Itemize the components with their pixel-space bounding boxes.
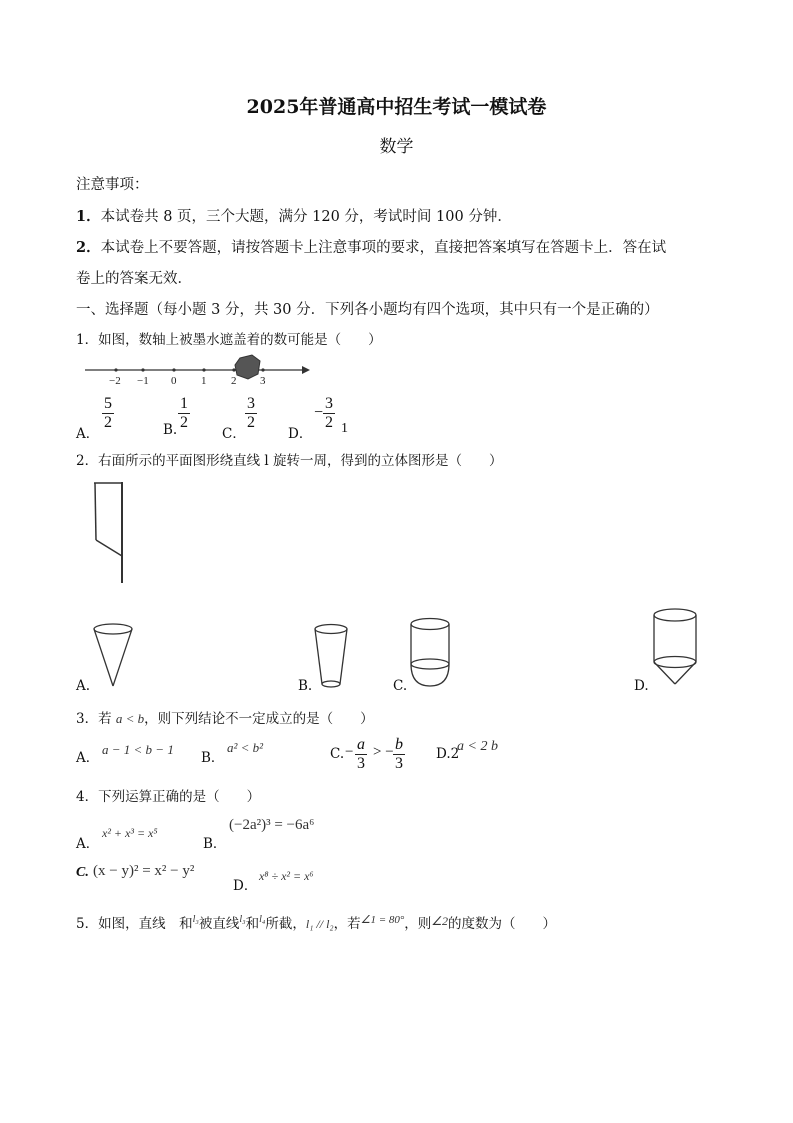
- q4-option-b-label: B．: [203, 836, 227, 852]
- question-1-stem: 1．如图，数轴上被墨水遮盖着的数可能是（ ）: [76, 332, 382, 348]
- q1-option-c-label: C．: [222, 426, 246, 442]
- q3-c-fraction-1: [355, 736, 367, 773]
- q3-stem-suffix: ，则下列结论不一定成立的是（ ）: [144, 711, 374, 727]
- q5-math-4: l₁ // l₂: [305, 917, 334, 931]
- q5-stem-c: 和: [245, 916, 260, 932]
- q5-math-5: ∠1 = 80°: [360, 914, 405, 926]
- q2-option-b-label: B.: [298, 678, 313, 694]
- q3-option-a-label: A．: [76, 750, 100, 766]
- tick-label-1: 1: [201, 375, 207, 387]
- q2-option-c-label: C.: [393, 678, 408, 694]
- q3-option-a-math: a − 1 < b − 1: [102, 742, 174, 757]
- q1-option-a-label: A．: [76, 426, 100, 442]
- q2-option-b-frustum: [312, 622, 352, 692]
- tick-label-neg1: −1: [137, 375, 149, 387]
- notice-item-2-num: 2．: [76, 239, 101, 256]
- q3-c-sign: −: [345, 744, 354, 760]
- q1-option-b-label: B.: [163, 422, 178, 438]
- q5-stem-e: ，若: [333, 916, 361, 932]
- q3-c-den1: 3: [357, 755, 365, 772]
- question-4-stem: 4．下列运算正确的是（ ）: [76, 789, 261, 805]
- q3-c-fraction-2: [393, 736, 405, 773]
- notice-item-2-line1: 本试卷上不要答题，请按答题卡上注意事项的要求，直接把答案填写在答题卡上．答在试: [100, 240, 667, 256]
- q5-stem-f: ，则: [404, 916, 432, 932]
- tick-label-2: 2: [231, 375, 237, 387]
- q1-option-b-fraction: [178, 395, 190, 432]
- q3-stem-math: a < b: [115, 711, 145, 726]
- q3-c-num1: a: [357, 736, 365, 753]
- q3-option-b-math: a² < b²: [227, 740, 264, 755]
- q4-option-c-label: C.: [76, 865, 89, 880]
- q1-d-tail: 1: [341, 421, 348, 436]
- q4-option-d-math: x⁸ ÷ x² = x⁶: [259, 869, 314, 883]
- q1-d-num: 3: [325, 395, 333, 412]
- section-1-heading: 一、选择题（每小题 3 分，共 30 分．下列各小题均有四个选项，其中只有一个是正确的）: [76, 302, 659, 318]
- q5-stem-g: 的度数为（ ）: [448, 916, 557, 932]
- q3-c-relation: > −: [373, 744, 394, 760]
- tick-label-3: 3: [260, 375, 266, 387]
- notice-item-1-num: 1．: [76, 208, 101, 225]
- q5-stem-a: 5．如图，直线 和: [76, 916, 193, 932]
- q1-a-den: 2: [104, 414, 112, 431]
- q1-d-sign: −: [314, 404, 324, 421]
- tick-label-0: 0: [171, 375, 177, 387]
- q5-math-2: l₃: [239, 914, 246, 925]
- q2-option-a-cone: [92, 620, 134, 690]
- q5-math-1: l₃: [192, 914, 199, 925]
- q5-math-6: ∠2: [431, 914, 449, 928]
- q1-option-d-label: D．: [288, 426, 313, 442]
- q2-option-c-cylinder-hemisphere: [408, 616, 452, 688]
- q1-a-num: 5: [104, 395, 112, 412]
- q2-option-d-cylinder-cone: [650, 606, 700, 688]
- q1-d-den: 2: [325, 414, 333, 431]
- subject-title: 数学: [379, 137, 414, 157]
- number-line-figure: [80, 352, 315, 387]
- q5-math-3: l₄: [259, 914, 266, 925]
- q3-option-d-math: a < 2 b: [457, 739, 498, 754]
- number-line-arrow: [302, 366, 310, 374]
- tick-label-neg2: −2: [109, 375, 121, 387]
- q5-stem-d: 所截，: [265, 916, 306, 932]
- q1-b-num: 1: [180, 395, 188, 412]
- q1-option-a-fraction: [102, 395, 114, 432]
- notice-item-1: [76, 205, 512, 226]
- q4-option-a-label: A．: [76, 836, 100, 852]
- q3-option-b-label: B．: [201, 750, 225, 766]
- q4-option-d-label: D．: [233, 878, 258, 894]
- q1-option-c-fraction: [245, 395, 257, 432]
- question-5-stem: [76, 912, 556, 932]
- q4-option-b-math: (−2a²)³ = −6a⁶: [229, 817, 315, 833]
- ink-blot: [235, 355, 260, 379]
- question-3-stem: [76, 707, 374, 727]
- rotation-plane-figure: [90, 480, 130, 585]
- notice-item-2: [76, 236, 666, 257]
- question-2-stem: 2．右面所示的平面图形绕直线 l 旋转一周，得到的立体图形是（ ）: [76, 453, 503, 469]
- q1-b-den: 2: [180, 414, 188, 431]
- notice-item-1-text: 本试卷共 8 页，三个大题，满分 120 分，考试时间 100 分钟．: [100, 209, 512, 225]
- q3-option-c-label: C.: [330, 746, 345, 762]
- q3-c-den2: 3: [395, 755, 403, 772]
- q3-option-d-label: D.2: [436, 746, 460, 762]
- q3-c-num2: b: [395, 736, 403, 753]
- q2-option-a-label: A.: [76, 678, 91, 694]
- q5-stem-b: 被直线: [198, 916, 240, 932]
- q1-option-d-fraction: [323, 395, 335, 432]
- q1-c-num: 3: [247, 395, 255, 412]
- q4-option-a-math: x² + x³ = x⁵: [102, 826, 158, 840]
- notice-item-2-line2: 卷上的答案无效．: [76, 271, 192, 287]
- q3-stem-prefix: 3．若: [76, 711, 112, 727]
- page-title: 2025年普通高中招生考试一模试卷: [246, 96, 547, 118]
- notice-heading: 注意事项：: [76, 177, 149, 193]
- q2-option-d-label: D.: [634, 678, 649, 694]
- q1-c-den: 2: [247, 414, 255, 431]
- q4-option-c-math: (x − y)² = x² − y²: [93, 863, 195, 879]
